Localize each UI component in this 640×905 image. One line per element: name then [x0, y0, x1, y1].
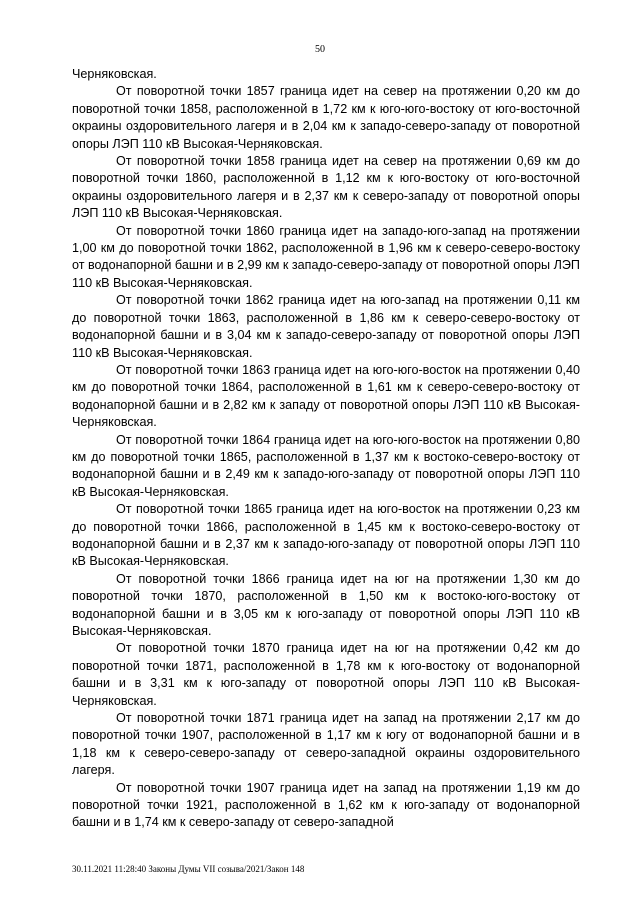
paragraph: Черняковская.: [72, 67, 157, 81]
document-body: [72, 66, 580, 832]
document-footer: 30.11.2021 11:28:40 Законы Думы VII созыва/2021/Закон 148: [72, 864, 305, 874]
paragraph: От поворотной точки 1857 граница идет на север на протяжении 0,20 км до поворотной точки 1858, расположенной в 1,72 км к юго-юго-востоку от юго-восточной окраины оздоровительного лагеря и в 2,04 км к западо-северо-западу от поворотной опоры ЛЭП 110 кВ Высокая-Черняковская.: [72, 84, 580, 151]
paragraph: От поворотной точки 1907 граница идет на запад на протяжении 1,19 км до поворотной точки 1921, расположенной в 1,62 км к юго-западу от водонапорной башни и в 1,74 км к северо-западу от северо-западной: [72, 780, 580, 830]
paragraph: От поворотной точки 1866 граница идет на юг на протяжении 1,30 км до поворотной точки 1870, расположенной в 1,50 км к востоко-юго-востоку от водонапорной башни и в 3,05 км к юго-западу от поворотной опоры ЛЭП 110 кВ Высокая-Черняковская.: [72, 571, 580, 638]
paragraph: От поворотной точки 1864 граница идет на юго-юго-восток на протяжении 0,80 км до поворотной точки 1865, расположенной в 1,37 км к востоко-северо-востоку от водонапорной башни и в 2,49 км к западо-юго-западу от поворотной опоры ЛЭП 110 кВ Высокая-Черняковская.: [72, 432, 580, 499]
paragraph: От поворотной точки 1865 граница идет на юго-восток на протяжении 0,23 км до поворотной точки 1866, расположенной в 1,45 км к востоко-северо-востоку от водонапорной башни и в 2,37 км к западо-юго-западу от поворотной опоры ЛЭП 110 кВ Высокая-Черняковская.: [72, 502, 580, 569]
paragraph: От поворотной точки 1871 граница идет на запад на протяжении 2,17 км до поворотной точки 1907, расположенной в 1,17 км к югу от водонапорной башни и в 1,18 км к северо-северо-западу от северо-западной окраины оздоровительного лагеря.: [72, 711, 580, 778]
paragraph: От поворотной точки 1863 граница идет на юго-юго-восток на протяжении 0,40 км до поворотной точки 1864, расположенной в 1,61 км к северо-северо-востоку от водонапорной башни и в 2,82 км к западу от поворотной опоры ЛЭП 110 кВ Высокая-Черняковская.: [72, 362, 580, 430]
paragraph: От поворотной точки 1860 граница идет на западо-юго-запад на протяжении 1,00 км до поворотной точки 1862, расположенной в 1,96 км к северо-северо-востоку от водонапорной башни и в 2,99 км к западо-северо-западу от поворотной опоры ЛЭП 110 кВ Высокая-Черняковская.: [72, 223, 580, 290]
page-number: 50: [315, 44, 325, 55]
paragraph: От поворотной точки 1870 граница идет на юг на протяжении 0,42 км до поворотной точки 1871, расположенной в 1,78 км к юго-востоку от водонапорной башни и в 3,31 км к юго-западу от поворотной опоры ЛЭП 110 кВ Высокая-Черняковская.: [72, 641, 580, 708]
paragraph: От поворотной точки 1858 граница идет на север на протяжении 0,69 км до поворотной точки 1860, расположенной в 1,12 км к юго-востоку от юго-восточной окраины оздоровительного лагеря и в 2,37 км к северо-западу от поворотной опоры ЛЭП 110 кВ Высокая-Черняковская.: [72, 154, 580, 221]
paragraph: От поворотной точки 1862 граница идет на юго-запад на протяжении 0,11 км до поворотной точки 1863, расположенной в 1,86 км к северо-северо-востоку от водонапорной башни и в 3,04 км к западо-северо-западу от поворотной опоры ЛЭП 110 кВ Высокая-Черняковская.: [72, 293, 580, 360]
